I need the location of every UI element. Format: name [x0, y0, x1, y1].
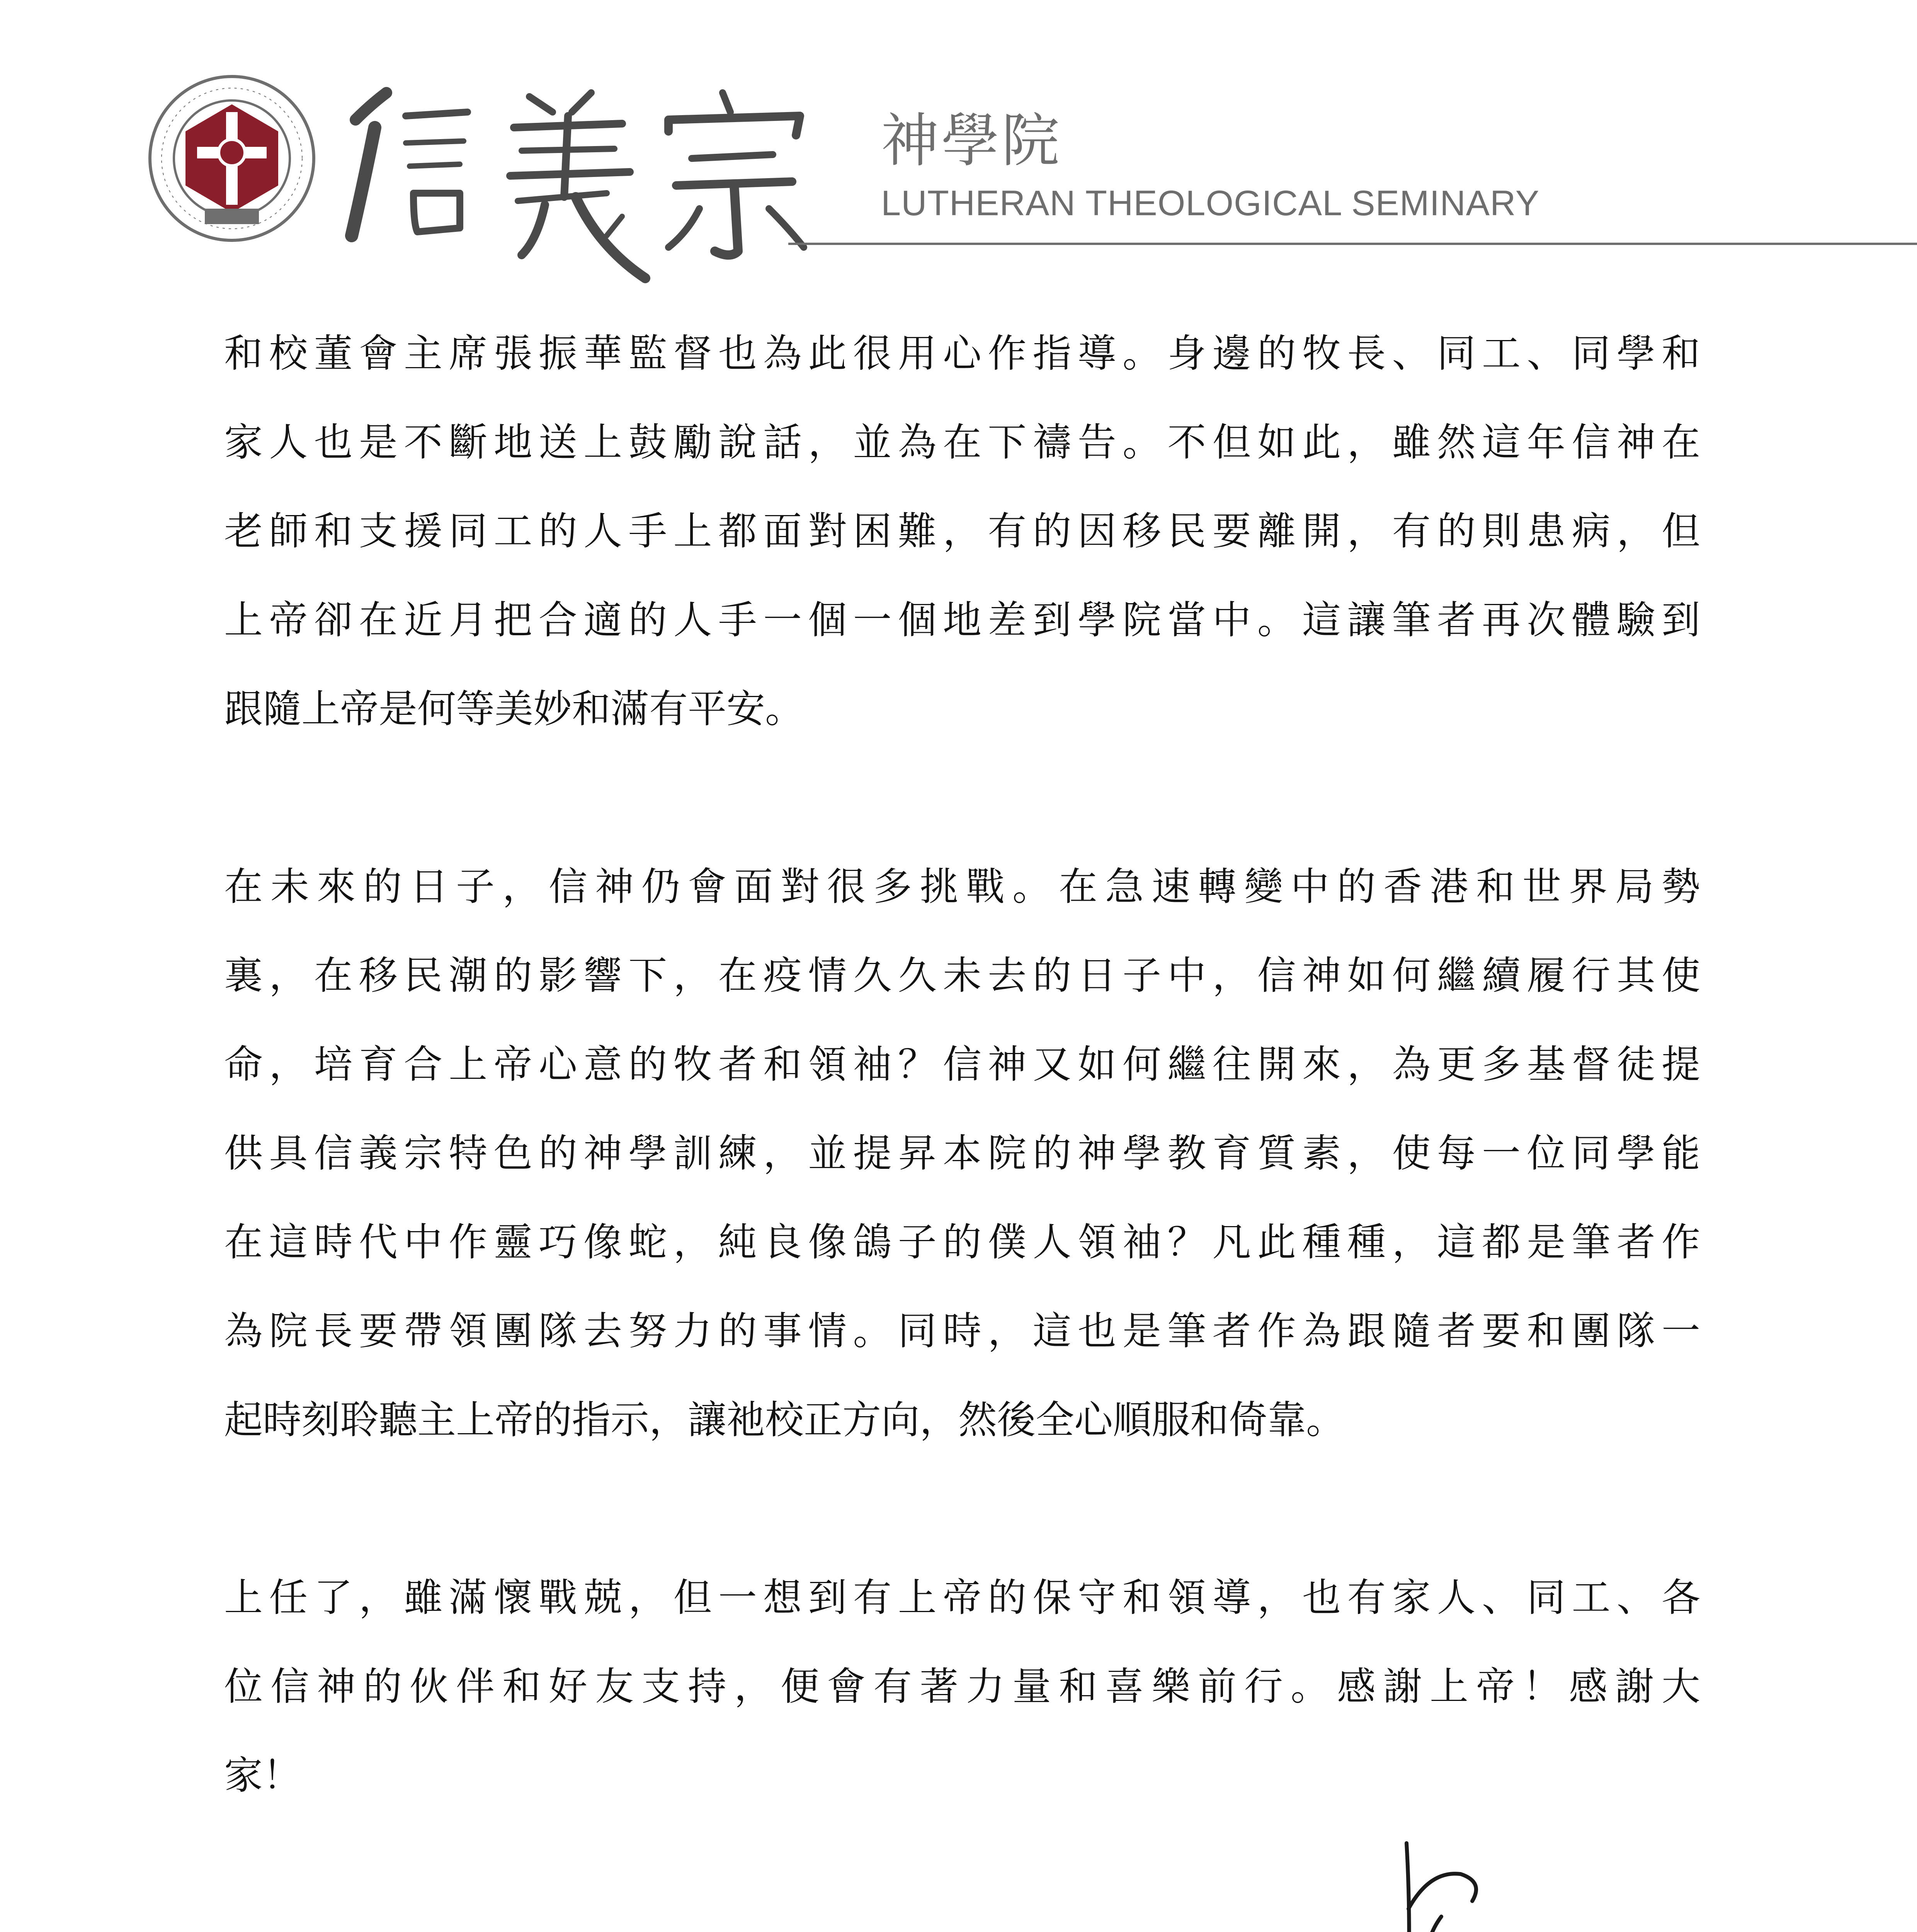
text-line: 老師和支援同工的人手上都面對困難，有的因移民要離開，有的則患病，但	[224, 509, 1700, 554]
text-line: 裏，在移民潮的影響下，在疫情久久未去的日子中，信神如何繼續履行其使	[224, 953, 1700, 998]
handwritten-signature	[1383, 1832, 1654, 1932]
text-line: 家人也是不斷地送上鼓勵說話，並為在下禱告。不但如此，雖然這年信神在	[224, 420, 1700, 465]
paragraph-2	[224, 842, 1700, 1464]
seminary-calligraphy-logo	[328, 70, 869, 286]
text-line: 和校董會主席張振華監督也為此很用心作指導。身邊的牧長、同工、同學和	[224, 331, 1700, 376]
letterhead	[147, 70, 1785, 286]
text-line: 為院長要帶領團隊去努力的事情。同時，這也是筆者作為跟隨者要和團隊一	[224, 1308, 1700, 1354]
letter-body	[224, 309, 1700, 1909]
text-line: 位信神的伙伴和好友支持，便會有著力量和喜樂前行。感謝上帝！感謝大	[224, 1664, 1700, 1709]
text-line: 上帝卻在近月把合適的人手一個一個地差到學院當中。這讓筆者再次體驗到	[224, 597, 1700, 643]
seminary-name-en: LUTHERAN THEOLOGICAL SEMINARY	[881, 184, 1540, 223]
text-line: 在未來的日子，信神仍會面對很多挑戰。在急速轉變中的香港和世界局勢	[224, 864, 1700, 909]
header-divider	[788, 243, 1917, 245]
text-line: 在這時代中作靈巧像蛇，純良像鴿子的僕人領袖？凡此種種，這都是筆者作	[224, 1219, 1700, 1265]
paragraph-1	[224, 309, 1700, 753]
seminary-seal-logo	[147, 73, 317, 243]
paragraph-3	[224, 1553, 1700, 1820]
text-line: 上任了，雖滿懷戰兢，但一想到有上帝的保守和領導，也有家人、同工、各	[224, 1575, 1700, 1620]
text-line: 家！	[224, 1753, 301, 1798]
seminary-name-cn-suffix: 神學院	[881, 107, 1062, 175]
text-line: 起時刻聆聽主上帝的指示，讓祂校正方向，然後全心順服和倚靠。	[224, 1397, 1345, 1442]
text-line: 命，培育合上帝心意的牧者和領袖？信神又如何繼往開來，為更多基督徒提	[224, 1042, 1700, 1087]
text-line: 跟隨上帝是何等美妙和滿有平安。	[224, 686, 804, 731]
text-line: 供具信義宗特色的神學訓練，並提昇本院的神學教育質素，使每一位同學能	[224, 1131, 1700, 1176]
